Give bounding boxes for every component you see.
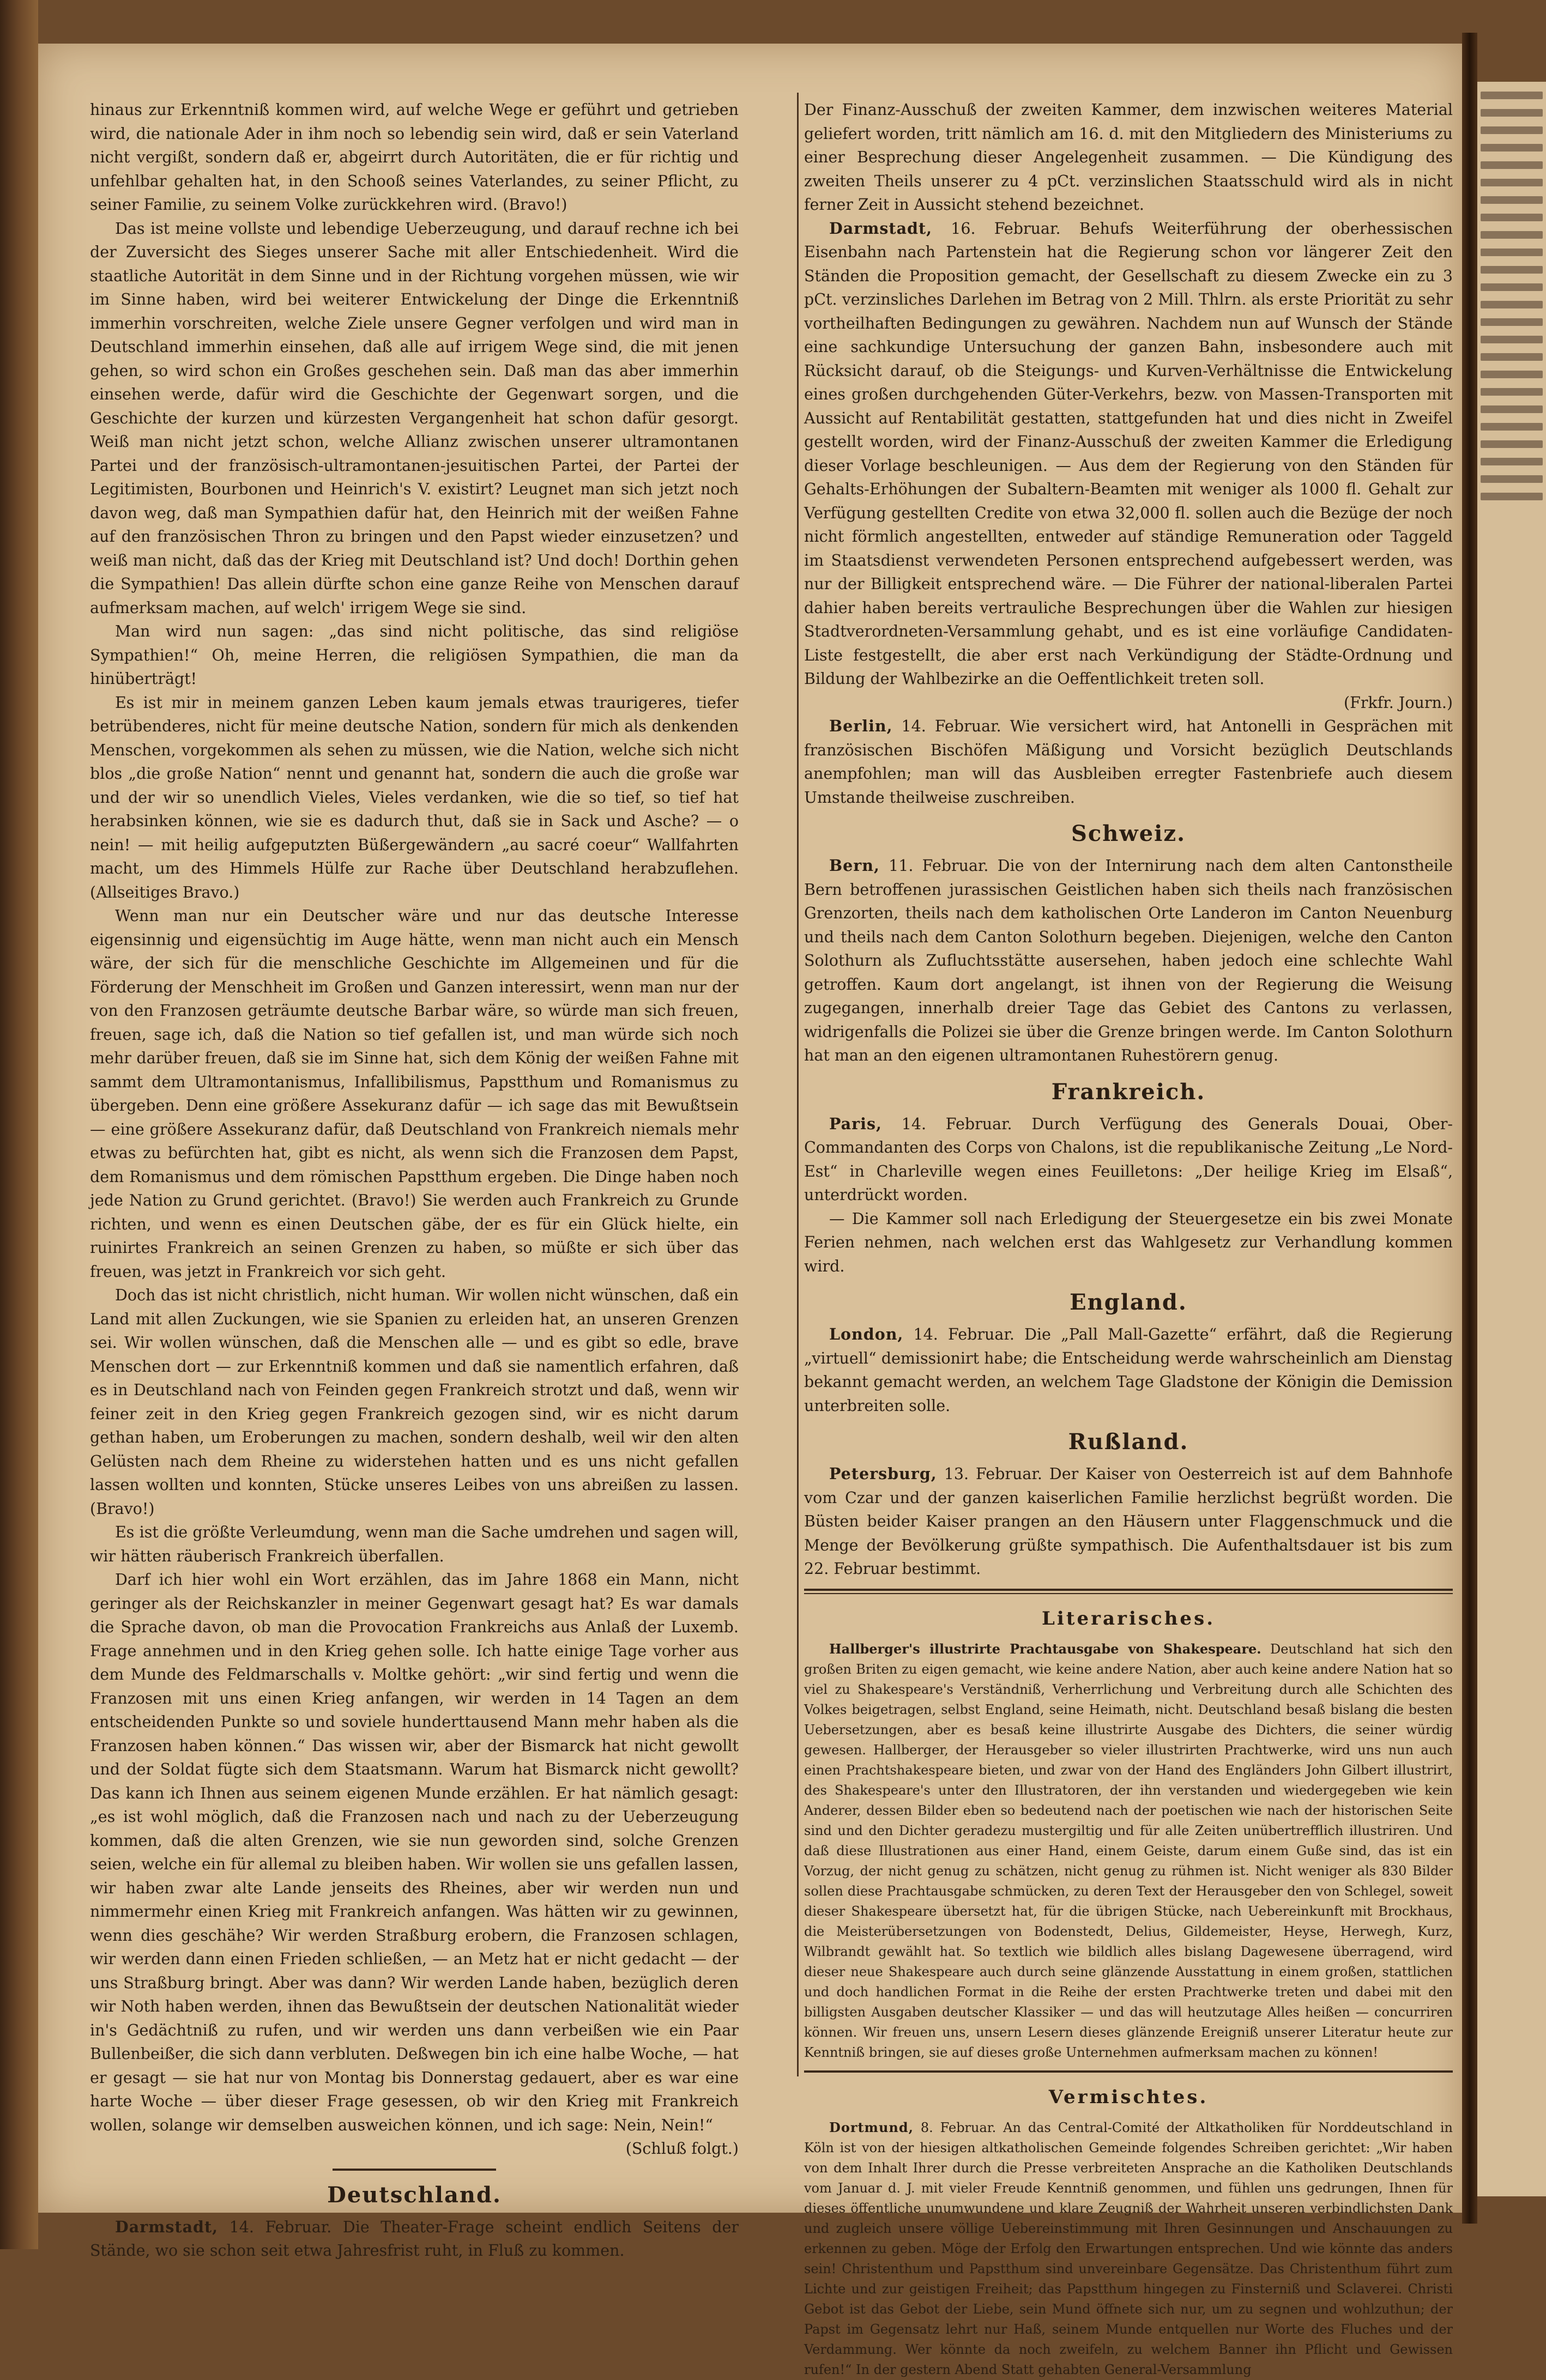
section-heading-deutschland: Deutschland. [327, 2182, 502, 2208]
news-text: 13. Februar. Der Kaiser von Oesterreich ist auf dem Bahnhofe vom Czar und der ganzen kaiserlichen Familie herzlichst begrüßt worden. Die Büsten beider Kaiser prangen an den Häusern unter Flaggenschmuck und die Menge der Bevölkerung grüßte sympathisch. Die Aufenthaltsdauer ist bis zum 22. Februar bestimmt. [804, 1465, 1453, 1578]
news-text: 8. Februar. An das Central-Comité der Altkatholiken für Norddeutschland in Köln ist von der hiesigen altkatholischen Gemeinde folgendes Schreiben gerichtet: „Wir haben von dem Inhalt Ihrer durch die Presse verbreiteten Ansprache an die Katholiken Deutschlands vom Januar d. J. mit vieler Freude Kenntniß genommen, und fühlen uns gedrungen, Ihnen für dieses öffentliche unumwundene und klare Zeugniß der Wahrheit unseren verbindlichsten Dank und zugleich unsere völlige Uebereinstimmung mit Ihren Gesinnungen und Anschauungen zu erkennen zu geben. Möge der Erfolg den Erwartungen entsprechen. Und wie könnte das anders sein! Christenthum und Papstthum sind unvereinbare Gegensätze. Das Christenthum führt zum Lichte und zur geistigen Freiheit; das Papstthum hingegen zu Finsterniß und Sclaverei. Christi Gebot ist das Gebot der Liebe, sein Mund öffnete sich nur, um zu segnen und wohlzuthun; der Papst im Gegensatz lehrt nur Haß, seinem Munde entquellen nur Worte des Fluches und der Verdammung. Wer könnte da noch zweifeln, zu welchem Banner ihn Pflicht und Gewissen rufen!“ In der gestern Abend Statt gehabten General-Versammlung [804, 2119, 1453, 2377]
adjacent-page-edge [1477, 82, 1546, 2196]
column-divider [797, 93, 799, 2076]
dateline: Dortmund, [829, 2119, 914, 2135]
paragraph: Das ist meine vollste und lebendige Ueberzeugung, und darauf rechne ich bei der Zuversicht des Sieges unserer Sache mit aller Entschiedenheit. Wird die staatliche Autorität in dem Sinne und in der Richtung vorgehen müssen, wie wir im Sinne haben, wird bei weiterer Entwickelung der Dinge die Erkenntniß immerhin vorschreiten, welche Ziele unsere Gegner verfolgen und wird man in Deutschland immerhin einsehen, daß alle auf irrigem Wege sind, die mit jenen gehen, so wird schon ein Großes geschehen sein. Daß man das aber immerhin einsehen werde, dafür wird die Geschichte der Gegenwart sorgen, und die Geschichte der kurzen und kürzesten Vergangenheit hat schon dafür gesorgt. Weiß man nicht jetzt schon, welche Allianz zwischen unserer ultramontanen Partei und der französisch-ultramontanen-jesuitischen Partei, der Partei der Legitimisten, Bourbonen und Heinrich's V. existirt? Leugnet man sich jetzt noch davon weg, daß man Sympathien dafür hat, den Heinrich mit der weißen Fahne auf den französischen Thron zu bringen und den Papst wieder einzusetzen? und weiß man nicht, daß das der Krieg mit Deutschland ist? Und doch! Dorthin gehen die Sympathien! Das allein dürfte schon eine ganze Reihe von Menschen darauf aufmerksam machen, auf welch' irrigem Wege sie sind. [90, 219, 739, 617]
news-text: 14. Februar. Die „Pall Mall-Gazette“ erfährt, daß die Regierung „virtuell“ demissionirt habe; die Entscheidung werde wahrscheinlich am Dienstag bekannt gemacht werden, an welchem Tage Gladstone der Königin die Demission unterbreiten solle. [804, 1325, 1453, 1415]
continued-note: (Schluß folgt.) [625, 2140, 739, 2158]
news-text: 14. Februar. Die Theater-Frage scheint endlich Seitens der Stände, wo sie schon seit etwa Jahresfrist ruht, in Fluß zu kommen. [90, 2218, 739, 2260]
paragraph: Man wird nun sagen: „das sind nicht politische, das sind religiöse Sympathien!“ Oh, meine Herren, die religiösen Sympathien, die man da hinüberträgt! [90, 622, 739, 688]
section-heading-schweiz: Schweiz. [1071, 821, 1186, 846]
news-text: 11. Februar. Die von der Internirung nach dem alten Cantonstheile Bern betroffenen jurassischen Geistlichen haben sich theils nach französischen Grenzorten, theils nach dem katholischen Orte Landeron im Canton Neuenburg und theils nach dem Canton Solothurn begeben. Diejenigen, welche den Canton Solothurn als Zufluchtsstätte ausersehen, haben jedoch eine schlechte Wahl getroffen. Kaum dort angelangt, ist ihnen von der Regierung die Weisung zugegangen, innerhalb dreier Tage das Gebiet des Cantons zu verlassen, widrigenfalls die Polizei sie über die Grenze bringen werde. Im Canton Solothurn hat man an den eigenen ultramontanen Ruhestörern genug. [804, 857, 1453, 1064]
book-binding [0, 0, 38, 2249]
dateline: London, [829, 1325, 904, 1343]
paragraph: Wenn man nur ein Deutscher wäre und nur das deutsche Interesse eigensinnig und eigensüchtig im Auge hätte, wenn man nicht auch ein Mensch wäre, der sich für die menschliche Geschichte im Allgemeinen und für die Förderung der Menschheit im Großen und Ganzen interessirt, wenn man nur der von den Franzosen geträumte deutsche Barbar wäre, so würde man sich freuen, freuen, sage ich, daß die Nation so tief gefallen ist, und man würde sich noch mehr darüber freuen, daß sie im Sinne hat, sich dem König der weißen Fahne mit sammt dem Ultramontanismus, Infallibilismus, Papstthum und Romanismus zu übergeben. Denn eine größere Assekuranz dafür — ich sage das mit Bewußtsein — eine größere Assekuranz dafür, daß Deutschland von Frankreich niemals mehr etwas zu befürchten hat, gibt es nicht, als wenn sich die Franzosen dem Papst, dem Romanismus und dem römischen Papstthum ergeben. Die Dinge haben noch jede Nation zu Grund gerichtet. (Bravo!) Sie werden auch Frankreich zu Grunde richten, und wenn es einen Deutschen gäbe, der es für ein Glück hielte, ein ruinirtes Frankreich an seinen Grenzen zu haben, so müßte er sich über das freuen, was jetzt in Frankreich vor sich geht. [90, 907, 739, 1281]
section-heading-vermischtes: Vermischtes. [1048, 2086, 1209, 2108]
section-rule [333, 2169, 496, 2171]
section-heading-russland: Rußland. [1068, 1429, 1189, 1455]
right-column [804, 98, 1453, 2380]
news-item-london [804, 1323, 1453, 1418]
news-text: 14. Februar. Durch Verfügung des Generals Douai, Ober-Commandanten des Corps von Chalons, ist die republikanische Zeitung „Le Nord-Est“ in Charleville wegen eines Feuilletons: „Der heilige Krieg im Elsaß“, unterdrückt worden. [804, 1115, 1453, 1204]
section-rule-thin [804, 1593, 1453, 1594]
dateline: Paris, [829, 1114, 882, 1133]
section-rule [804, 1589, 1453, 1591]
news-item-paris [804, 1112, 1453, 1207]
dateline: Berlin, [829, 717, 893, 735]
paragraph: Es ist mir in meinem ganzen Leben kaum jemals etwas traurigeres, tiefer betrübenderes, nicht für meine deutsche Nation, sondern für mich als denkenden Menschen, vorgekommen als sehen zu müssen, wie die Nation, welche sich nicht blos „die große Nation“ nennt und genannt hat, sondern die auch die große war und der wir so unendlich Vieles, Vieles verdanken, wie die so tief, so tief hat herabsinken können, wie sie es dadurch thut, daß sie in Sack und Asche? — o nein! — mit heilig aufgeputzten Büßergewändern „au sacré coeur“ Wallfahrten macht, um des Himmels Hülfe zur Rache über Deutschland herabzuflehen. (Allseitiges Bravo.) [90, 693, 739, 901]
news-text: 16. Februar. Behufs Weiterführung der oberhessischen Eisenbahn nach Partenstein hat die Regierung schon vor längerer Zeit den Ständen die Proposition gemacht, der Gesellschaft zu diesem Zwecke ein zu 3 pCt. verzinsliches Darlehen im Betrag von 2 Mill. Thlrn. als erste Priorität zu sehr vortheilhaften Bedingungen zu gewähren. Nachdem nun auf Wunsch der Stände eine sachkundige Untersuchung der ganzen Bahn, insbesondere auch mit Rücksicht darauf, ob die Steigungs- und Kurven-Verhältnisse die Entwickelung eines großen durchgehenden Güter-Verkehrs, bezw. von Massen-Transporten mit Aussicht auf Rentabilität gestatten, stattgefunden hat und dies nicht in Zweifel gestellt worden, wird der Finanz-Ausschuß der zweiten Kammer die Erledigung dieser Vorlage beschleunigen. — Aus dem der Regierung von den Ständen für Gehalts-Erhöhungen der Subaltern-Beamten mit weniger als 1000 fl. Gehalt zur Verfügung gestellten Credite von etwa 32,000 fl. sollen auch die Bezüge der noch nicht förmlich angestellten, entweder auf ständige Remuneration oder Taggeld im Staatsdienst verwendeten Personen entsprechend aufgebessert werden, was nur der Billigkeit entsprechend wäre. — Die Führer der national-liberalen Partei dahier haben bereits vertrauliche Besprechungen über die Wahlen zur hiesigen Stadtverordneten-Versammlung gehabt, und es ist eine vorläufige Candidaten-Liste festgestellt, die aber erst nach Verkündigung der Städte-Ordnung und Bildung der Wahlbezirke an die Oeffentlichkeit treten soll. [804, 219, 1453, 688]
news-text: 14. Februar. Wie versichert wird, hat Antonelli in Gesprächen mit französischen Bischöfen Mäßigung und Vorsicht bezüglich Deutschlands anempfohlen; man will das Ausbleiben erregter Fastenbriefe auch diesem Umstande theilweise zuschreiben. [804, 717, 1453, 807]
paragraph: Doch das ist nicht christlich, nicht human. Wir wollen nicht wünschen, daß ein Land mit allen Zuckungen, wie sie Spanien zu erleiden hat, an unseren Grenzen sei. Wir wollen wünschen, daß die Menschen alle — und es gibt so edle, brave Menschen dort — zur Erkenntniß kommen und daß sie namentlich erfahren, daß es in Deutschland nach von Feinden gegen Frankreich strotzt und daß, wenn wir feiner zeit in den Krieg gegen Frankreich gezogen sind, wir es nicht darum gethan haben, um Eroberungen zu machen, sondern deshalb, weil wir den alten Gelüsten nach dem Rheine zu widerstehen hatten und es uns nicht gefallen lassen wollten und konnten, Stücke unseres Leibes von uns abreißen zu lassen. (Bravo!) [90, 1286, 739, 1518]
paragraph: Darf ich hier wohl ein Wort erzählen, das im Jahre 1868 ein Mann, nicht geringer als der Reichskanzler in meiner Gegenwart gesagt hat? Es war damals die Sprache davon, ob man die Provocation Frankreichs aus Anlaß der Luxemb. Frage annehmen und in den Krieg gehen solle. Ich hatte einige Tage vorher aus dem Munde des Feldmarschalls v. Moltke gehört: „wir sind fertig und wenn die Franzosen mit uns einen Krieg anfangen, wir werden in 14 Tagen an dem entscheidenden Punkte so und soviele hunderttausend Mann mehr haben als die Franzosen haben können.“ Das wissen wir, aber der Bismarck hat nicht gewollt und der Soldat fügte sich dem Staatsmann. Warum hat Bismarck nicht gewollt? Das kann ich Ihnen aus seinem eigenen Munde erzählen. Er hat nämlich gesagt: „es ist wohl möglich, daß die Franzosen nach und nach zu der Ueberzeugung kommen, daß die alten Grenzen, wie sie nun geworden sind, solche Grenzen seien, welche ein für allemal zu bleiben haben. Wir wollen sie uns gefallen lassen, wir haben zwar alte Lande jenseits des Rheines, aber wir werden nun und nimmermehr einen Krieg mit Frankreich anfangen. Was hätten wir zu gewinnen, wenn dies geschähe? Wir werden Straßburg erobern, die Franzosen schlagen, wir werden dann einen Frieden schließen, — an Metz hat er nicht gedacht — der uns Straßburg bringt. Aber was dann? Wir werden Lande haben, bezüglich deren wir Noth haben werden, ihnen das Bewußtsein der deutschen Nationalität wieder in's Gedächtniß zu rufen, und wir werden uns dann verbeißen wie ein Paar Bullenbeißer, die sich dann verbluten. Deßwegen bin ich eine halbe Woche, — hat er gesagt — sie hat nur von Montag bis Donnerstag gedauert, aber es war eine harte Woche — über dieser Frage gesessen, ob wir den Krieg mit Frankreich wollen, solange wir demselben ausweichen können, und ich sage: Nein, Nein!“ [90, 1571, 739, 2134]
paragraph: hinaus zur Erkenntniß kommen wird, auf welche Wege er geführt und getrieben wird, die nationale Ader in ihm noch so lebendig sein wird, daß er sein Vaterland nicht vergißt, sondern daß er, abgeirrt durch Autoritäten, die er für richtig und unfehlbar gehalten hat, in den Schooß seines Vaterlandes, zu seiner Pflicht, zu seiner Familie, zu seinem Volke zurückkehren wird. (Bravo!) [90, 101, 739, 214]
dateline: Petersburg, [829, 1464, 937, 1483]
news-item-dortmund [804, 2117, 1453, 2380]
news-item-petersburg [804, 1462, 1453, 1581]
review-text: Deutschland hat sich den großen Briten zu eigen gemacht, wie keine andere Nation, aber auch keine andere Nation hat so viel zu Shakespeare's Verständniß, Verherrlichung und Verbreitung durch alle Schichten des Volkes beigetragen, selbst England, seine Heimath, nicht. Deutschland besaß bislang die besten Uebersetzungen, aber es besaß keine illustrirte Ausgabe des Dichters, die seiner würdig gewesen. Hallberger, der Herausgeber so vieler illustrirten Prachtwerke, wird uns nun auch einen Prachtshakespeare bieten, und zwar von der Hand des Engländers John Gilbert illustrirt, des Shakespeare's unter den Illustratoren, der ihn verstanden und wiedergegeben wie kein Anderer, dessen Bilder eben so bedeutend nach der poetischen wie nach der historischen Seite sind und den Dichter geradezu mustergiltig und für alle Zeiten unübertrefflich illustriren. Und daß diese Illustrationen aus einer Hand, einem Geiste, darum einem Guße sind, das ist ein Vorzug, der nicht genug zu schätzen, nicht genug zu rühmen ist. Nicht weniger als 830 Bilder sollen diese Prachtausgabe schmücken, zu deren Text der Herausgeber den von Schlegel, soweit dieser Shakespeare übersetzt hat, für die übrigen Stücke, nach Uebereinkunft mit Brockhaus, die Meisterübersetzungen von Bodenstedt, Delius, Gildemeister, Heyse, Herwegh, Kurz, Wilbrandt gewählt hat. So textlich wie bildlich alles bislang Dagewesene überragend, wird dieser neue Shakespeare auch durch seine glänzende Ausstattung in einem großen, stattlichen und doch handlichen Format in die Reihe der ersten Prachtwerke treten und dabei mit den billigsten Ausgaben deutscher Klassiker — und das will heutzutage Alles heißen — concurriren können. Wir freuen uns, unsern Lesern dieses glänzende Ereigniß unserer Literatur heute zur Kenntniß bringen, sie auf dieses große Unternehmen aufmerksam machen zu können! [804, 1641, 1453, 2060]
section-heading-england: England. [1070, 1289, 1187, 1315]
news-item-bern [804, 854, 1453, 1068]
section-heading-frankreich: Frankreich. [1051, 1079, 1206, 1105]
source-note: (Frkfr. Journ.) [1343, 693, 1453, 712]
dateline: Bern, [829, 856, 880, 875]
dateline: Darmstadt, [829, 219, 933, 238]
news-item-darmstadt [804, 217, 1453, 691]
section-heading-literarisches: Literarisches. [1041, 1607, 1216, 1630]
paragraph: Der Finanz-Ausschuß der zweiten Kammer, dem inzwischen weiteres Material geliefert worden, tritt nämlich am 16. d. mit den Mitgliedern des Ministeriums zu einer Besprechung dieser Angelegenheit zusammen. — Die Kündigung des zweiten Theils unserer zu 4 pCt. verzinslichen Staatsschuld wird als in nicht ferner Zeit in Aussicht stehend bezeichnet. [804, 101, 1453, 214]
paragraph: Es ist die größte Verleumdung, wenn man die Sache umdrehen und sagen will, wir hätten räuberisch Frankreich überfallen. [90, 1523, 739, 1565]
dateline: Darmstadt, [115, 2217, 219, 2236]
review-title: Hallberger's illustrirte Prachtausgabe von Shakespeare. [829, 1640, 1261, 1657]
news-item-darmstadt [90, 2215, 739, 2263]
section-rule [804, 2070, 1453, 2073]
left-column [90, 98, 739, 2263]
paragraph: — Die Kammer soll nach Erledigung der Steuergesetze ein bis zwei Monate Ferien nehmen, nach welchen erst das Wahlgesetz zur Verhandlung kommen wird. [804, 1209, 1453, 1275]
news-item-berlin [804, 714, 1453, 809]
literary-review [804, 1639, 1453, 2063]
page-gutter [1462, 33, 1477, 2224]
